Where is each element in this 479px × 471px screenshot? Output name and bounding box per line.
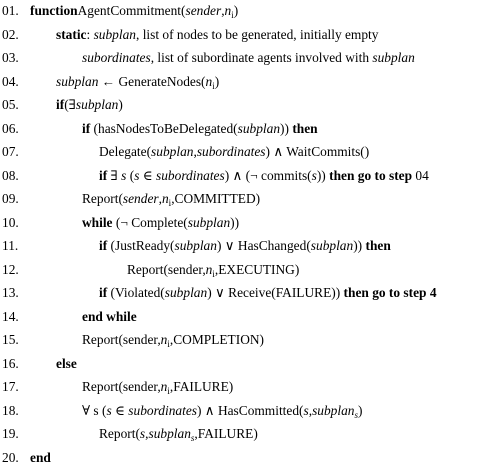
code-text: )) <box>230 214 240 230</box>
variable: s <box>121 167 127 183</box>
code-text: ) ∧ WaitCommits() <box>265 144 370 159</box>
subscript: s <box>354 409 358 420</box>
keyword: function <box>30 3 78 18</box>
code-text: ∈ <box>111 402 129 418</box>
code-text: ∈ <box>139 167 157 183</box>
keyword: then go to step 4 <box>343 285 437 300</box>
line-number: 16. <box>2 355 19 371</box>
code-text: , <box>308 402 313 418</box>
code-text: Report( <box>82 191 123 206</box>
line-number: 05. <box>2 97 19 112</box>
code-text: ,COMMITTED) <box>171 191 261 206</box>
line-code <box>56 353 77 375</box>
code-text: ,FAILURE) <box>194 426 258 441</box>
line-number: 15. <box>2 332 19 347</box>
variable: subplan <box>164 285 208 300</box>
variable: sender <box>185 3 222 18</box>
line-code <box>99 423 258 445</box>
code-text: ) <box>118 97 123 112</box>
variable: n <box>160 379 168 394</box>
line-code <box>99 141 369 163</box>
variable: n <box>205 73 213 89</box>
variable: subordinates <box>156 167 225 183</box>
keyword: then go to step <box>329 167 413 183</box>
variable: subplan <box>310 238 354 253</box>
subscript: i <box>168 198 172 208</box>
code-text: (∃ <box>64 97 76 112</box>
line-code <box>82 376 233 398</box>
keyword: if <box>99 285 108 300</box>
code-text: ∀ s ( <box>82 402 107 418</box>
line-code <box>82 188 260 210</box>
variable: subplan <box>372 50 415 65</box>
variable: subplan <box>237 120 281 136</box>
line-number: 08. <box>2 167 19 183</box>
variable: subplan <box>312 402 355 418</box>
keyword: end <box>30 449 51 465</box>
line-number: 18. <box>2 402 19 418</box>
code-text: ,COMPLETION) <box>169 332 264 347</box>
keyword: if <box>56 97 65 112</box>
variable: s <box>139 426 146 441</box>
code-text: , list of nodes to be generated, initially empty <box>136 26 379 42</box>
variable: subordinates <box>196 144 266 159</box>
line-code <box>56 71 219 93</box>
line-number: 02. <box>2 26 19 42</box>
subscript: i <box>167 386 170 396</box>
code-text: ) ∧ HasCommitted( <box>196 402 304 418</box>
line-number: 17. <box>2 379 19 394</box>
code-text: AgentCommitment( <box>77 3 186 18</box>
code-text: (hasNodesToBeDelegated( <box>90 120 238 136</box>
code-text: ,EXECUTING) <box>214 261 300 277</box>
code-text: Report( <box>99 426 140 441</box>
line-code <box>30 0 238 22</box>
code-text: ∃ <box>107 167 122 183</box>
line-number: 20. <box>2 449 19 465</box>
line-number: 11. <box>2 238 19 253</box>
code-text: ) <box>233 3 239 18</box>
code-text: Report(sender, <box>82 332 161 347</box>
code-text: )) <box>316 167 330 183</box>
variable: subordinates <box>128 402 197 418</box>
code-text: , list of subordinate agents involved with <box>150 50 373 65</box>
line-number: 09. <box>2 191 19 206</box>
code-text: Delegate( <box>99 144 152 159</box>
line-number: 14. <box>2 308 19 324</box>
subscript: i <box>231 10 234 20</box>
code-text: )) <box>353 238 366 253</box>
variable: subordinates <box>82 50 151 65</box>
line-number: 01. <box>2 3 19 18</box>
line-code <box>82 400 362 422</box>
line-number: 04. <box>2 73 19 89</box>
code-text: , <box>158 191 162 206</box>
line-code <box>82 118 318 140</box>
line-code <box>82 212 239 234</box>
code-text: )) <box>280 120 293 136</box>
code-text: 04 <box>412 167 429 183</box>
variable: s <box>106 402 112 418</box>
subscript: i <box>212 268 215 279</box>
line-code <box>56 24 378 46</box>
subscript: i <box>212 80 215 91</box>
keyword: if <box>99 238 108 253</box>
line-number: 12. <box>2 261 19 277</box>
variable: s <box>311 167 317 183</box>
line-number: 19. <box>2 426 19 441</box>
code-text: (Violated( <box>107 285 165 300</box>
code-text: ,FAILURE) <box>169 379 234 394</box>
line-code <box>82 47 415 69</box>
line-number: 07. <box>2 144 19 159</box>
variable: subplan <box>151 144 194 159</box>
variable: subplan <box>148 426 191 441</box>
line-code <box>127 259 299 281</box>
code-text: (JustReady( <box>107 238 175 253</box>
line-number: 10. <box>2 214 19 230</box>
code-text: , <box>221 3 225 18</box>
code-text: (¬ Complete( <box>112 214 188 230</box>
line-code <box>99 235 391 257</box>
code-text: Report(sender, <box>127 261 206 277</box>
line-code <box>82 329 264 351</box>
variable: subplan <box>174 238 217 253</box>
keyword: then <box>292 120 318 136</box>
code-text: ( <box>126 167 135 183</box>
variable: s <box>303 402 309 418</box>
keyword: if <box>99 167 108 183</box>
variable: subplan <box>93 26 136 42</box>
variable: n <box>160 332 168 347</box>
code-text: ) <box>358 402 363 418</box>
keyword: while <box>82 214 113 230</box>
code-text: Report(sender, <box>82 379 161 394</box>
code-text: ) ∨ HasChanged( <box>216 238 311 253</box>
line-code <box>99 282 437 304</box>
variable: s <box>134 167 140 183</box>
keyword: then <box>365 238 391 253</box>
code-text: ) ∧ (¬ commits( <box>224 167 312 183</box>
line-number: 13. <box>2 285 19 300</box>
keyword: if <box>82 120 91 136</box>
line-number: 06. <box>2 120 19 136</box>
subscript: i <box>167 339 170 349</box>
variable: subplan <box>187 214 231 230</box>
variable: n <box>205 261 213 277</box>
code-text: ← GenerateNodes( <box>98 73 206 89</box>
keyword: else <box>56 355 77 371</box>
keyword: static <box>56 26 87 42</box>
code-text: , <box>193 144 197 159</box>
keyword: end while <box>82 308 137 324</box>
code-text: , <box>145 426 149 441</box>
variable: n <box>161 191 169 206</box>
variable: subplan <box>56 73 99 89</box>
variable: n <box>224 3 232 18</box>
code-text: : <box>86 26 94 42</box>
subscript: s <box>190 433 195 443</box>
line-code <box>82 306 137 328</box>
line-number: 03. <box>2 50 19 65</box>
code-text: ) <box>214 73 220 89</box>
variable: subplan <box>75 97 119 112</box>
variable: sender <box>122 191 159 206</box>
code-text: ) ∨ Receive(FAILURE)) <box>207 285 344 300</box>
line-code <box>99 165 429 187</box>
line-code <box>56 94 123 116</box>
line-code <box>30 447 51 469</box>
